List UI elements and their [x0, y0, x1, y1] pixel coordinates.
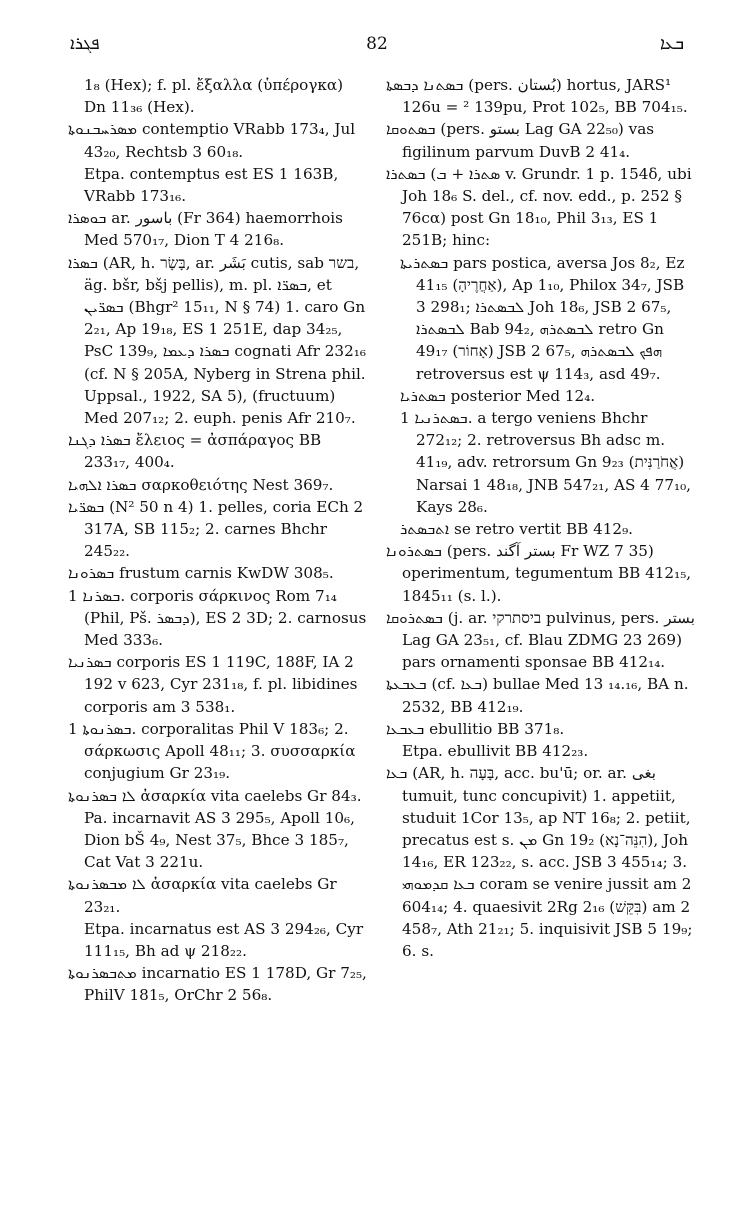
dictionary-entry: ܒܣܪܢܘܬܐ 1. corporalitas Phil V 183₆; 2. σάρκωσις Apoll 48₁₁; 3. συσσαρκία conjugium Gr 23₁₉. — [68, 719, 356, 783]
dictionary-entry: ܒܣܬܘܩܐ (pers. بستو Lag GA 22₅₀) vas figilinum parvum DuvB 2 41₄. — [386, 120, 655, 161]
dictionary-entry: Etpa. ebullivit BB 412₂₃. — [402, 742, 589, 761]
dictionary-entry: ܒܣܬܪܝܬܐ pars postica, aversa Jos 8₂, Ez 41₁₅ (אַחֲרֶיהָ), Ap 1₁₀, Philox 34₇, JSB 3 298₁; ܠܒܣܬܪܐ Joh 18₆, JSB 2 67₅, ܠܒܣܬܪܐ Bab 94₂, ܠܒܣܬܪܗ retro Gn 49₁₇ (אָחוֹר) JSB 2 67₅, ܗܦܟ ܠܒܣܬܪܗ retroversus est ψ 114₃, asd 49₇. — [400, 253, 685, 383]
running-header — [70, 34, 684, 58]
dictionary-entry: ܒܣܪܐ ܐܠܗܝܐ σαρκοθειότης Nest 369₇. — [68, 475, 334, 494]
dictionary-entry: Etpa. contemptus est ES 1 163B, VRabb 173₁₆. — [84, 164, 339, 206]
dictionary-entry: Pa. incarnavit AS 3 295₅, Apoll 10₆, Dion bŠ 4₉, Nest 37₅, Bhce 3 185₇, Cat Vat 3 221u. — [84, 808, 355, 872]
dictionary-entry: ܠܐ ܡܒܣܪܢܘܬܐ ἀσαρκία vita caelebs Gr 23₂₁. — [68, 875, 337, 916]
dictionary-entry: ܡܣܪܚܒܢܘܬܐ contemptio VRabb 173₄, Jul 43₂₀, Rechtsb 3 60₁₈. — [68, 120, 356, 161]
dictionary-entry: ܒܥܐ (AR, h. בָּעָה, acc. bu'ū; or. ar. بغى tumuit, tunc concupivit) 1. appetiit, studuit 1Cor 13₅, ap NT 16₈; 2. petiit, precatus est s. ܡܢ Gn 19₂ (הִנֵּה־נָא), Joh 14₁₆, ER 123₂₂, s. acc. JSB 3 455₁₄; 3. ܒܥܐ ܩܕܡܘܗܝ coram se venire jussit am 2 604₁₄; 4. quaesivit 2Rg 2₁₆ (בִּקֵּשׁ) am 2 458₇, Ath 21₂₁; 5. inquisivit JSB 5 19₉; 6. s. — [386, 764, 693, 960]
dictionary-entry: ܒܘܣܪܐ ar. باسور (Fr 364) haemorrhois Med 570₁₇, Dion T 4 216₈. — [68, 209, 343, 250]
dictionary-entry: ܒܥܒܥܐ ebullitio BB 371₈. — [386, 719, 565, 738]
dictionary-entry: 1₈ (Hex); f. pl. ἔξαλλα (ὑπέρογκα) Dn 11₃₆ (Hex). — [84, 76, 344, 117]
dictionary-entry: ܒܣܪܐ ܕܓܢܐ ἔλειος = ἀσπάραγος BB 233₁₇, 400₄. — [68, 431, 322, 472]
header-right-word: ܒܥܐ — [660, 34, 684, 54]
dictionary-entry: ܒܥܒܥܬܐ (cf. ܒܥܐ) bullae Med 13 ₁₄.₁₆, BA n. 2532, BB 412₁₉. — [386, 675, 689, 716]
page-number: 82 — [366, 34, 388, 54]
header-left-word: ܦܓܪܐ — [70, 34, 100, 54]
dictionary-entry: ܒܣܪ̈ܝܐ (N² 50 n 4) 1. pelles, coria ECh 2 317A, SB 115₂; 2. carnes Bhchr 245₂₂. — [68, 497, 364, 561]
dictionary-entry: ܡܬܒܣܪܢܘܬܐ incarnatio ES 1 178D, Gr 7₂₅, PhilV 181₅, OrChr 2 56₈. — [68, 964, 367, 1005]
dictionary-entry: ܒܣܬܪܘܢܐ (pers. بستر آگند Fr WZ 7 35) operimentum, tegumentum BB 412₁₅, 1845₁₁ (s. l.). — [386, 542, 692, 605]
dictionary-entry: ܠܐ ܒܣܪܢܘܬܐ ἀσαρκία vita caelebs Gr 84₃. — [68, 786, 362, 805]
dictionary-entry: ܒܣܬܪܢܝܐ 1. a tergo veniens Bhchr 272₁₂; 2. retroversus Bh adsc m. 41₁₉, adv. retrorsum Gn 9₂₃ (אֲחֹרַנִּית) Narsai 1 48₁₈, JNB 547₂₁, AS 4 77₁₀, Kays 28₆. — [400, 409, 691, 516]
dictionary-entry: ܒܣܬܢܐ ܕܒܣܬܐ (pers. بُستان) hortus, JARS¹ 126u = ² 139pu, Prot 102₅, BB 704₁₅. — [386, 76, 688, 117]
dictionary-entry: ܒܣܬܪܝܐ posterior Med 12₄. — [400, 386, 596, 405]
left-column — [68, 74, 368, 1007]
right-column — [386, 74, 696, 962]
dictionary-entry: ܒܣܬܪܐ (ܣܬܪܐ + ܒ v. Grundr. 1 p. 154δ, ubi Joh 18₆ S. del., cf. nov. edd., p. 252 § 76cα) post Gn 18₁₀, Phil 3₁₃, ES 1 251B; hinc: — [386, 164, 692, 250]
dictionary-entry: ܐܬܒܣܬܪ se retro vertit BB 412₉. — [400, 520, 633, 539]
dictionary-entry: ܒܣܪܐ (AR, h. בָּשָׂר, ar. بَشَر cutis, sab בשר, äg. bšr, bšj pellis), m. pl. ܒܣܪ̈ܐ, et ܒܣܪ̈ܝܢ (Bhgr² 15₁₁, N § 74) 1. caro Gn 2₂₁, Ap 19₁₈, ES 1 251E, dap 34₂₅, PsC 139₉, ܒܣܪܐ ܕܥܡܐ cognati Afr 232₁₆ (cf. N § 205A, Nyberg in Strena phil. Uppsal., 1922, SA 5), (fructuum) Med 207₁₂; 2. euph. penis Afr 210₇. — [68, 253, 366, 428]
dictionary-entry: ܒܣܪܘܢܐ frustum carnis KwDW 308₅. — [68, 564, 334, 583]
dictionary-entry: ܒܣܪܢܝܐ corporis ES 1 119C, 188F, IA 2 192 v 623, Cyr 231₁₈, f. pl. libidines corporis am 3 538₁. — [68, 653, 358, 716]
dictionary-entry: ܒܣܬܪܘܩܐ (j. ar. ביסתרקי pulvinus, pers. بستر Lag GA 23₅₁, cf. Blau ZDMG 23 269) pars ornamenti sponsae BB 412₁₄. — [386, 608, 695, 672]
dictionary-entry: Etpa. incarnatus est AS 3 294₂₆, Cyr 111₁₅, Bh ad ψ 218₂₂. — [84, 919, 364, 960]
dictionary-entry: ܒܣܪܢܐ 1. corporis σάρκινος Rom 7₁₄ (Phil, Pš. ܕܒܣܪ), ES 2 3D; 2. carnosus Med 333₆. — [68, 586, 367, 650]
